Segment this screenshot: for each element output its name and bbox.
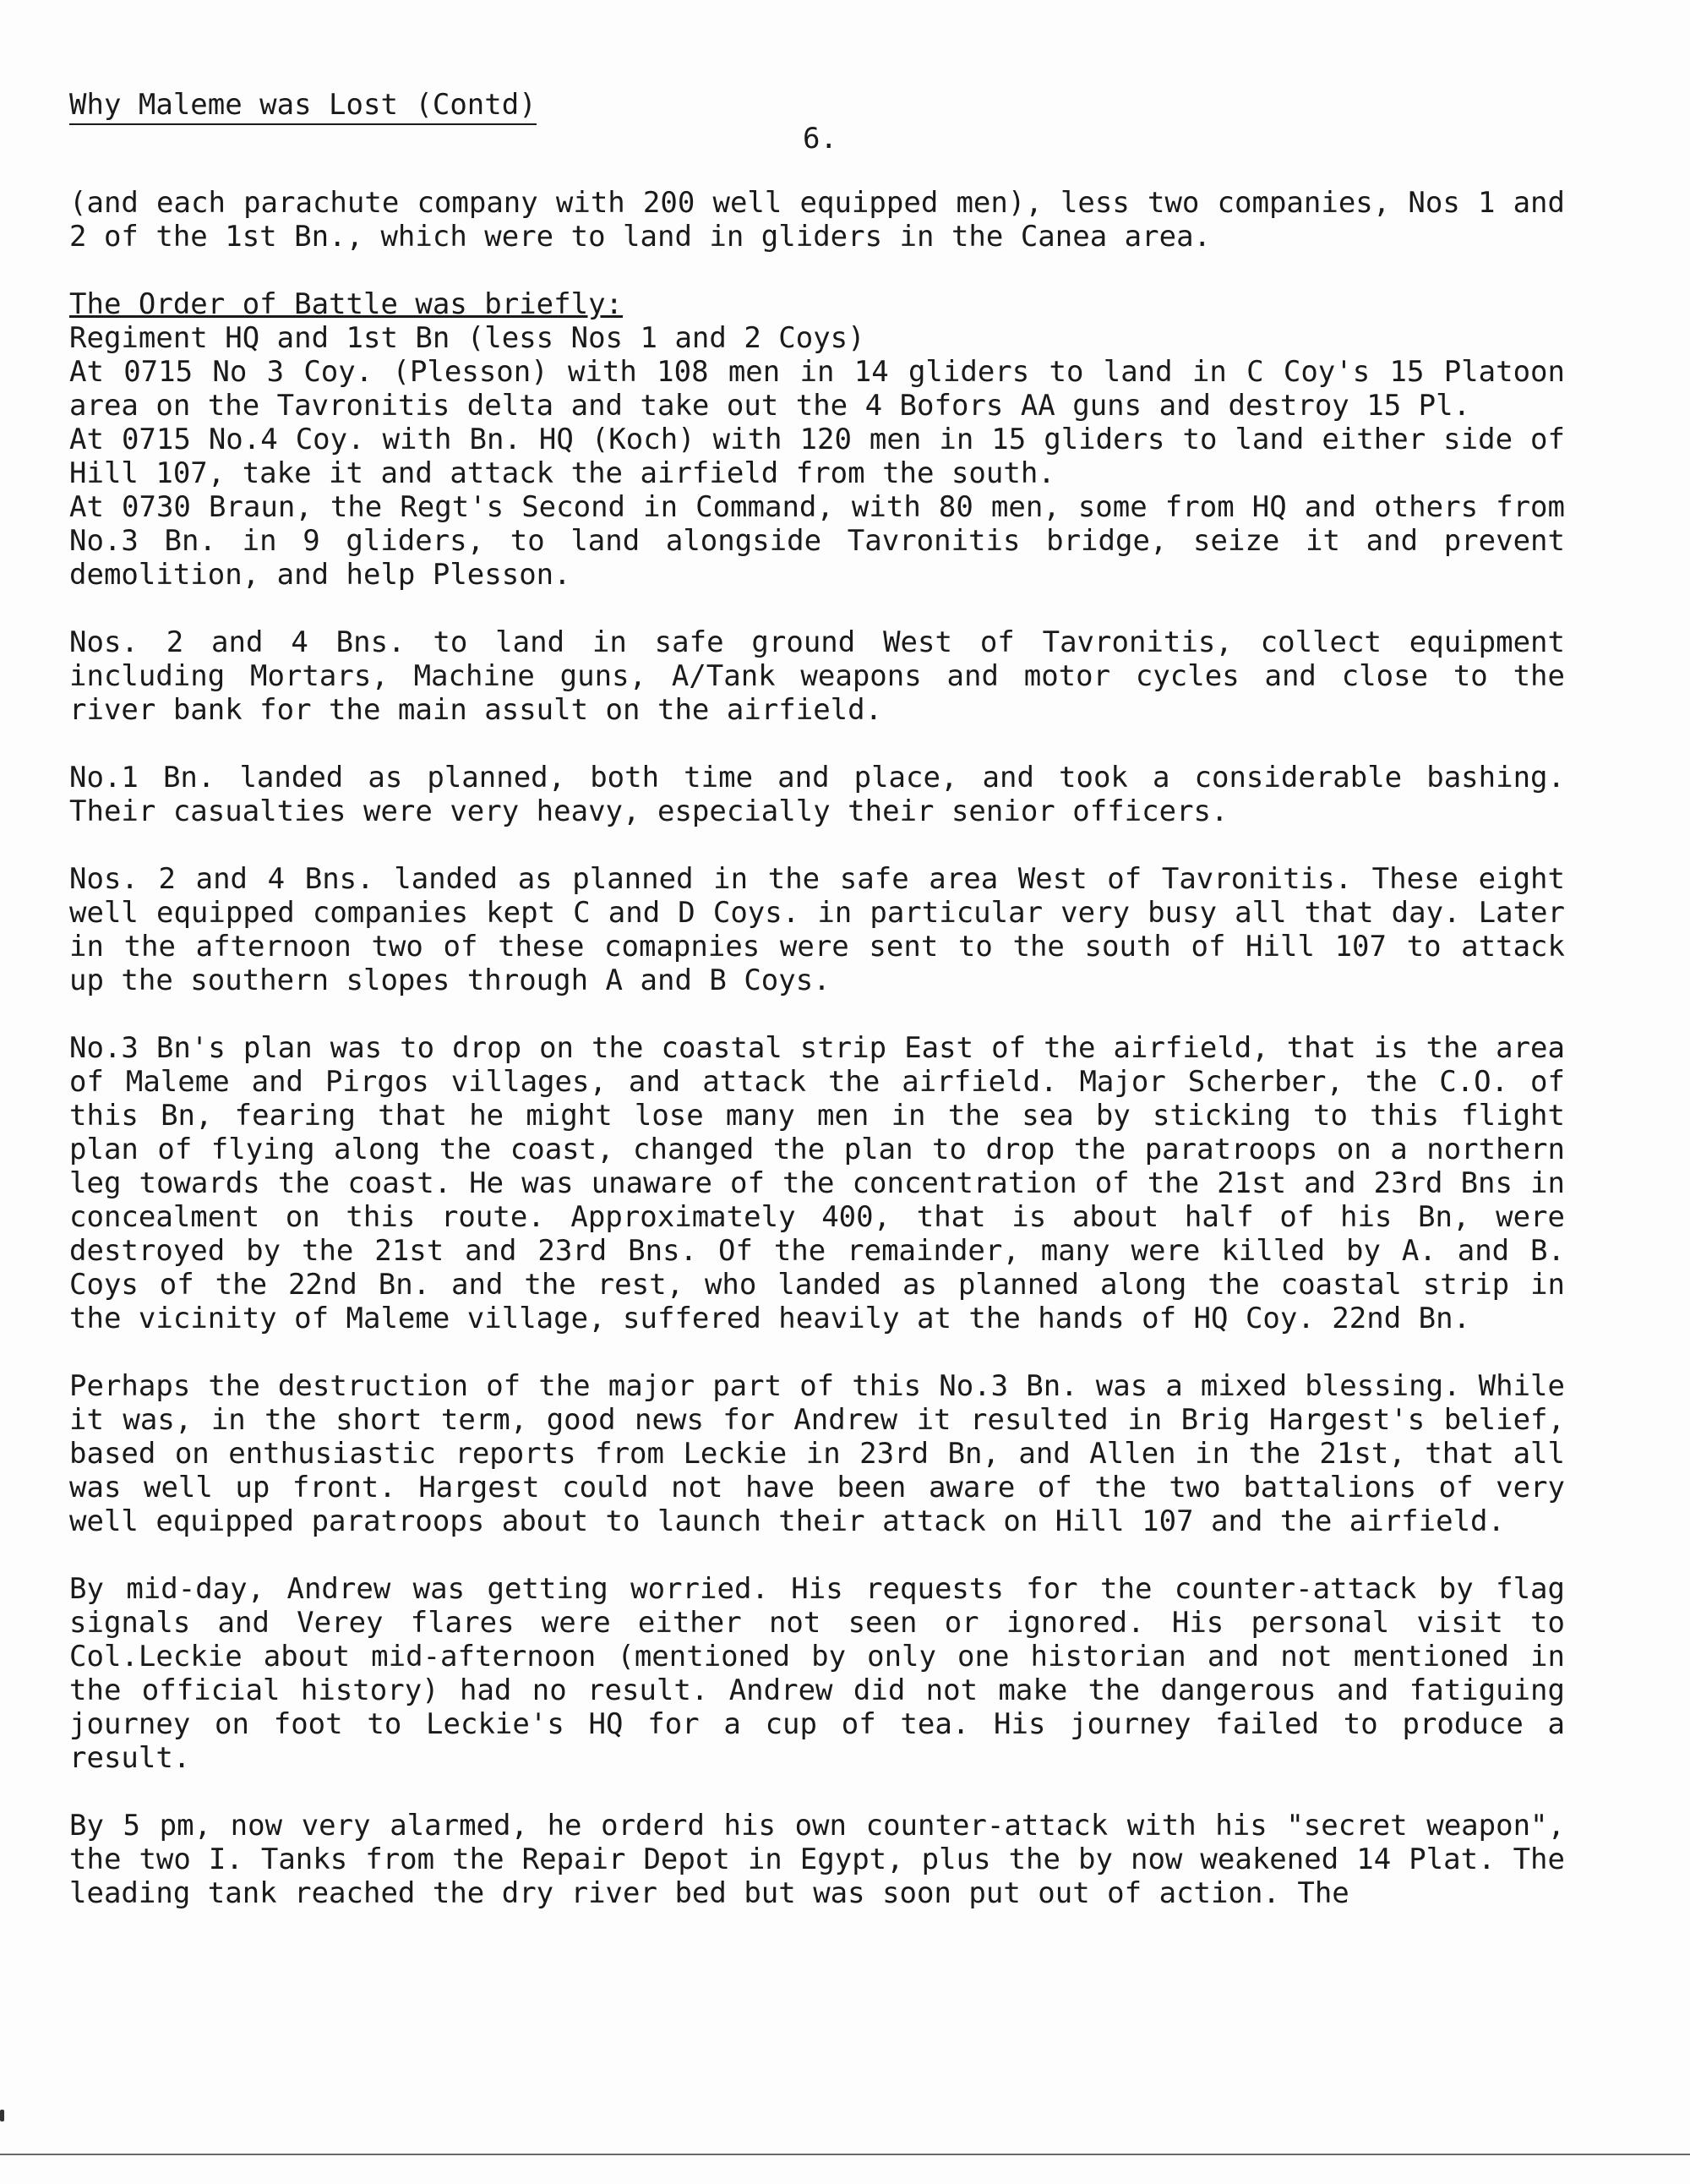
scan-edge-mark bbox=[0, 2110, 4, 2121]
order-item-no3-coy: At 0715 No 3 Coy. (Plesson) with 108 men in 14 gliders to land in C Coy's 15 Platoon area on the Tavronitis delta and take out the 4 Bofors AA guns and destroy 15 Pl. bbox=[69, 355, 1565, 423]
paragraph-intro: (and each parachute company with 200 well equipped men), less two companies, Nos 1 and 2 of the 1st Bn., which were to land in gliders in the Canea area. bbox=[69, 186, 1565, 254]
paragraph-nos-2-4-bns-plan: Nos. 2 and 4 Bns. to land in safe ground West of Tavronitis, collect equipment including Mortars, Machine guns, A/Tank weapons and motor cycles and close to the river bank for the main assult on the airfield. bbox=[69, 625, 1565, 727]
page-bottom-rule bbox=[0, 2154, 1690, 2155]
order-item-braun: At 0730 Braun, the Regt's Second in Command, with 80 men, some from HQ and others from No.3 Bn. in 9 gliders, to land alongside Tavronitis bridge, seize it and prevent demolition, and help Plesson. bbox=[69, 490, 1565, 592]
paragraph-no1-bn: No.1 Bn. landed as planned, both time and place, and took a considerable bashing. Their casualties were very heavy, especially their senior officers. bbox=[69, 761, 1565, 828]
document-title: Why Maleme was Lost (Contd) bbox=[69, 88, 537, 125]
paragraph-5pm-counter-attack: By 5 pm, now very alarmed, he orderd his own counter-attack with his "secret weapon", the two I. Tanks from the Repair Depot in Egypt, plus the by now weakened 14 Plat. The leading tank reached the dry river bed but was soon put out of action. The bbox=[69, 1809, 1565, 1910]
paragraph-mixed-blessing: Perhaps the destruction of the major part of this No.3 Bn. was a mixed blessing. While it was, in the short term, good news for Andrew it resulted in Brig Hargest's belief, based on enthusiastic reports from Leckie in 23rd Bn, and Allen in the 21st, that all was well up front. Hargest could not have been aware of the two battalions of very well equipped paratroops about to launch their attack on Hill 107 and the airfield. bbox=[69, 1369, 1565, 1538]
paragraph-no3-bn-plan: No.3 Bn's plan was to drop on the coastal strip East of the airfield, that is the area of Maleme and Pirgos villages, and attack the airfield. Major Scherber, the C.O. of this Bn, fearing that he might lose many men in the sea by sticking to this flight plan of flying along the coast, changed the plan to drop the paratroops on a northern leg towards the coast. He was unaware of the concentration of the 21st and 23rd Bns in concealment on this route. Approximately 400, that is about half of his Bn, were destroyed by the 21st and 23rd Bns. Of the remainder, many were killed by A. and B. Coys of the 22nd Bn. and the rest, who landed as planned along the coastal strip in the vicinity of Maleme village, suffered heavily at the hands of HQ Coy. 22nd Bn. bbox=[69, 1031, 1565, 1335]
document-body bbox=[69, 186, 1565, 1910]
paragraph-mid-day: By mid-day, Andrew was getting worried. His requests for the counter-attack by flag signals and Verey flares were either not seen or ignored. His personal visit to Col.Leckie about mid-afternoon (mentioned by only one historian and not mentioned in the official history) had no result. Andrew did not make the dangerous and fatiguing journey on foot to Leckie's HQ for a cup of tea. His journey failed to produce a result. bbox=[69, 1572, 1565, 1775]
page-number: 6. bbox=[803, 122, 837, 156]
order-of-battle-list bbox=[69, 321, 1565, 592]
paragraph-nos-2-4-bns-landed: Nos. 2 and 4 Bns. landed as planned in the safe area West of Tavronitis. These eight well equipped companies kept C and D Coys. in particular very busy all that day. Later in the afternoon two of these comapnies were sent to the south of Hill 107 to attack up the southern slopes through A and B Coys. bbox=[69, 862, 1565, 997]
order-of-battle-heading: The Order of Battle was briefly: bbox=[69, 287, 624, 321]
order-item-no4-coy: At 0715 No.4 Coy. with Bn. HQ (Koch) with 120 men in 15 gliders to land either side of Hill 107, take it and attack the airfield from the south. bbox=[69, 423, 1565, 490]
order-of-battle-subheading: Regiment HQ and 1st Bn (less Nos 1 and 2 Coys) bbox=[69, 321, 865, 355]
